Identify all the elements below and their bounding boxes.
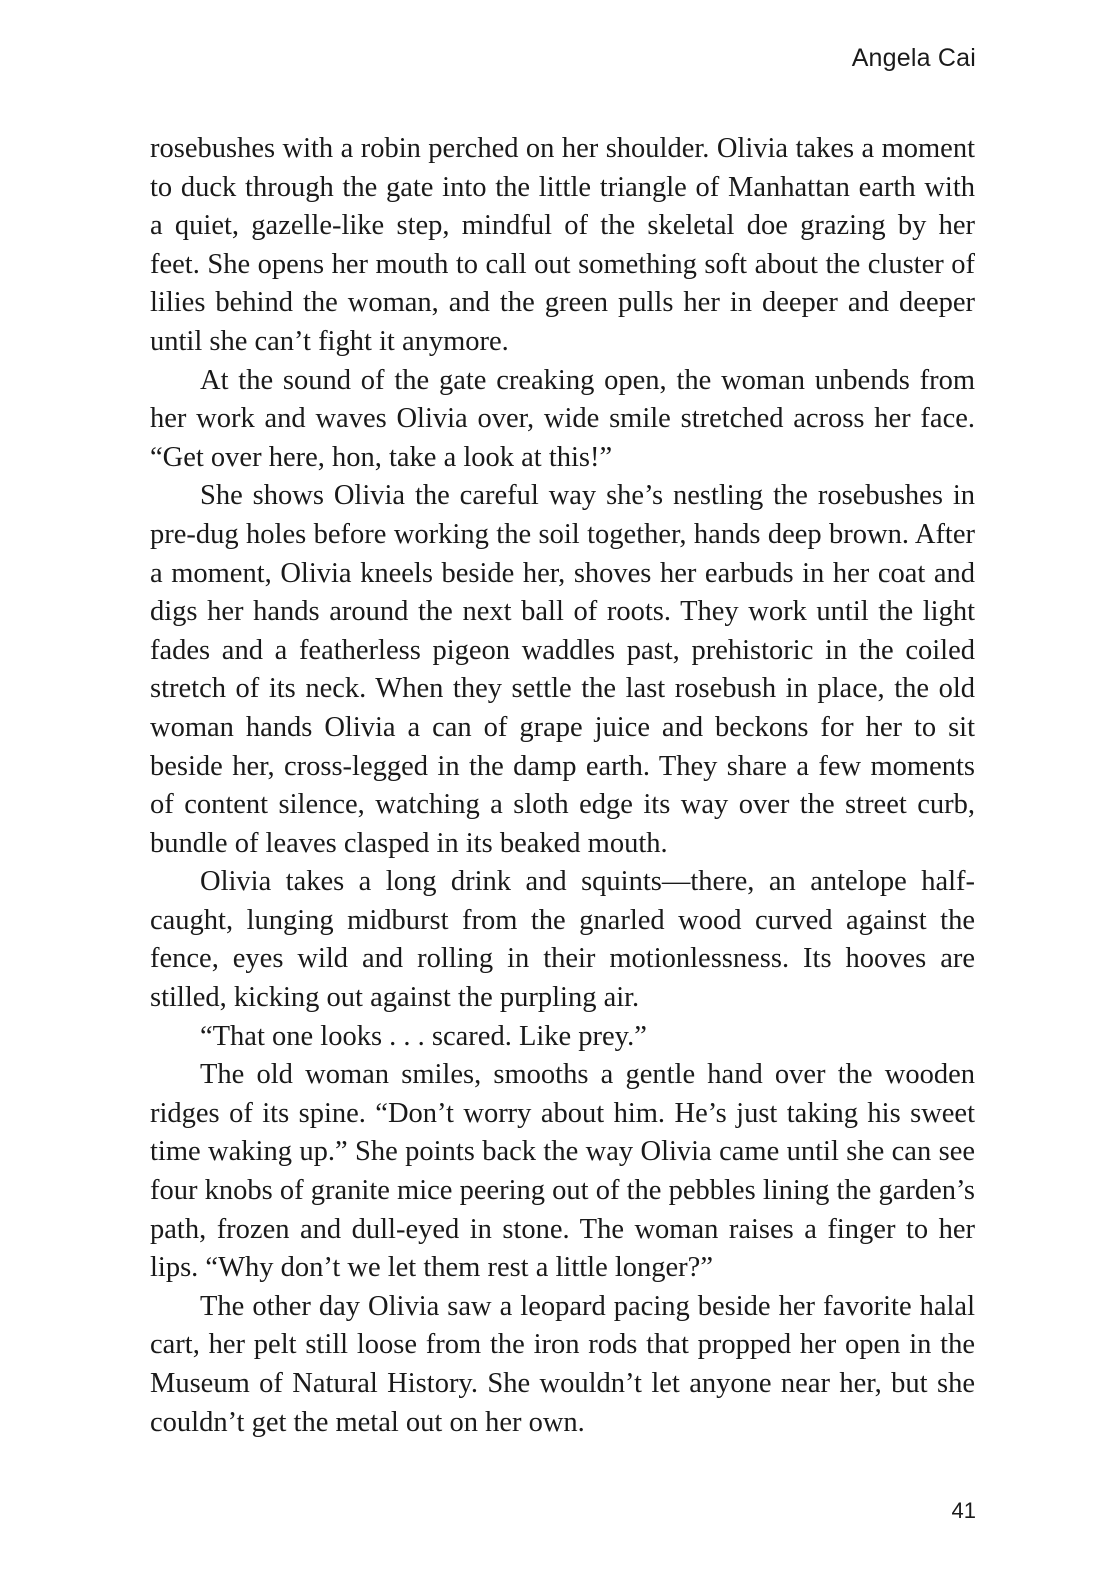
paragraph-6: The old woman smiles, smooths a gentle hand over the wooden ridges of its spine. “Don’t worry about him. He’s just taking his sweet time waking up.” She points back the way Olivia came until she can see four knobs of granite mice peering out of the pebbles lining the garden’s path, frozen and dull-eyed in stone. The woman raises a finger to her lips. “Why don’t we let them rest a little longer?”	[150, 1059, 975, 1284]
body-text	[150, 130, 975, 1442]
paragraph-5: “That one looks . . . scared. Like prey.”	[200, 1020, 647, 1052]
paragraph-1: rosebushes with a robin perched on her shoulder. Olivia takes a moment to duck through the gate into the little triangle of Manhattan earth with a quiet, gazelle-like step, mindful of the skeletal doe grazing by her feet. She opens her mouth to call out something soft about the cluster of lilies behind the woman, and the green pulls her in deeper and deeper until she can’t fight it anymore.	[150, 133, 975, 357]
paragraph-3: She shows Olivia the careful way she’s nestling the rosebushes in pre-dug holes before working the soil together, hands deep brown. After a moment, Olivia kneels beside her, shoves her earbuds in her coat and digs her hands around the next ball of roots. They work until the light fades and a featherless pigeon waddles past, prehistoric in the coiled stretch of its neck. When they settle the last rosebush in place, the old woman hands Olivia a can of grape juice and beckons for her to sit beside her, cross-legged in the damp earth. They share a few moments of content silence, watching a sloth edge its way over the street curb, bundle of leaves clasped in its beaked mouth.	[150, 480, 975, 859]
page-number: 41	[951, 1498, 976, 1523]
running-head-author: Angela Cai	[851, 44, 976, 72]
paragraph-7: The other day Olivia saw a leopard pacing beside her favorite halal cart, her pelt still loose from the iron rods that propped her open in the Museum of Natural History. She wouldn’t let anyone near her, but she couldn’t get the metal out on her own.	[150, 1290, 975, 1438]
paragraph-2: At the sound of the gate creaking open, the woman unbends from her work and waves Olivia over, wide smile stretched across her face. “Get over here, hon, take a look at this!”	[150, 364, 975, 473]
paragraph-4: Olivia takes a long drink and squints—there, an antelope half-caught, lunging midburst from the gnarled wood curved against the fence, eyes wild and rolling in their motionlessness. Its hooves are stilled, kicking out against the purpling air.	[150, 866, 975, 1014]
